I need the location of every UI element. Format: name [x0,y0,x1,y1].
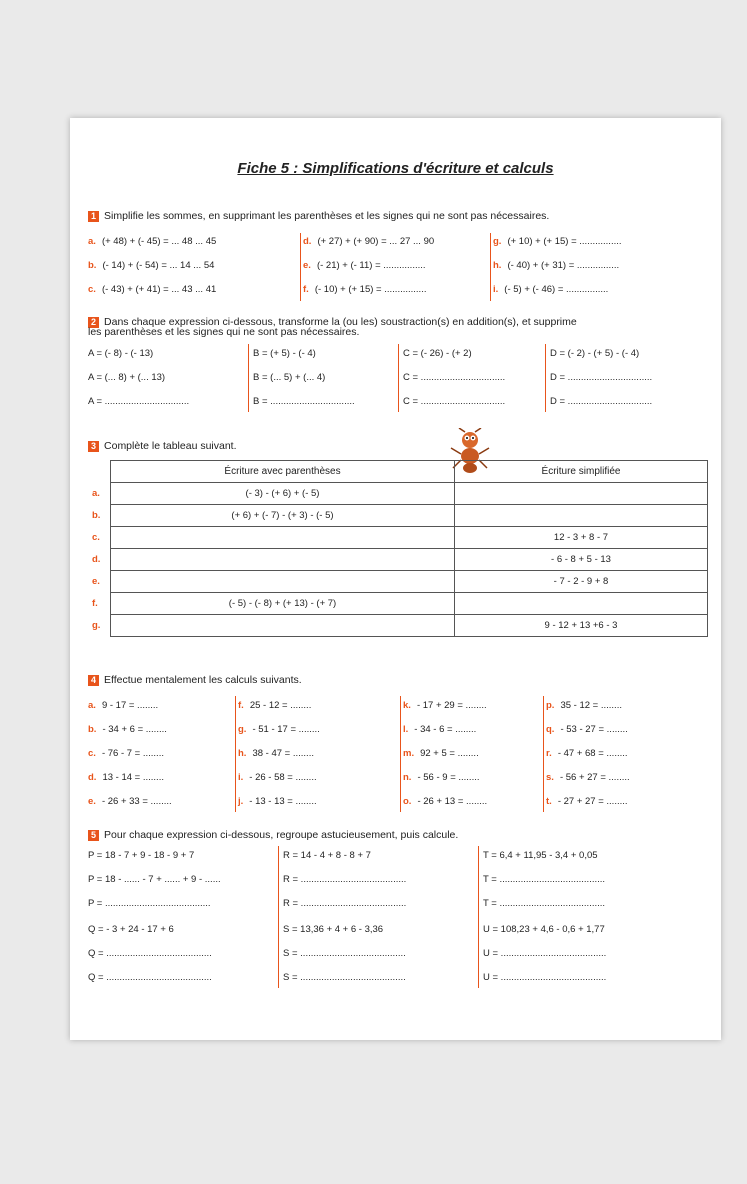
ex5-cell: P = ........................................ [88,898,211,909]
ex4-item [238,724,320,735]
ex3-simplified-cell: 12 - 3 + 8 - 7 [455,527,708,549]
ex4-letter: t. [546,796,552,807]
ex4-expression: - 47 + 68 = ........ [557,748,628,759]
ex5-divider [278,846,279,988]
ex4-item [238,796,317,807]
ex5-instruction: 5 Pour chaque expression ci-dessous, regroupe astucieusement, puis calcule. [88,829,458,841]
ex5-cell: S = ........................................ [283,948,406,959]
ex1-expression: (+ 27) + (+ 90) = ... 27 ... 90 [317,236,435,247]
ex4-item [546,748,628,759]
ex4-letter: o. [403,796,412,807]
ex4-item [546,724,628,735]
ex5-cell: R = ........................................ [283,874,407,885]
ex4-letter: g. [238,724,247,735]
ex2-cell: D = ................................ [550,396,653,407]
ex1-cell [303,260,426,271]
ex5-cell: U = ........................................ [483,948,607,959]
ex1-divider [490,233,491,301]
ex4-divider [235,696,236,812]
ex2-cell: A = ................................ [88,396,190,407]
ex4-expression: - 17 + 29 = ........ [416,700,487,711]
ex4-letter: f. [238,700,244,711]
ex1-expression: (+ 10) + (+ 15) = ................ [507,236,622,247]
ex2-cell: C = ................................ [403,372,506,383]
ex3-parentheses-cell: (+ 6) + (- 7) - (+ 3) - (- 5) [111,505,455,527]
ex4-letter: n. [403,772,412,783]
ex3-row [88,593,708,615]
ex1-expression: (- 14) + (- 54) = ... 14 ... 54 [102,260,215,271]
ex4-item [88,748,164,759]
ex4-instruction: 4 Effectue mentalement les calculs suivants. [88,674,302,686]
ex3-parentheses-cell: (- 3) - (+ 6) + (- 5) [111,483,455,505]
ex4-letter: c. [88,748,96,759]
ex3-simplified-cell: - 7 - 2 - 9 + 8 [455,571,708,593]
ex4-item [403,724,476,735]
ex1-expression: (- 10) + (+ 15) = ................ [314,284,427,295]
ex3-parentheses-cell [111,571,455,593]
ex4-letter: i. [238,772,244,783]
ex1-letter: a. [88,236,96,247]
ex1-letter: b. [88,260,97,271]
ex4-letter: e. [88,796,96,807]
ex4-expression: 92 + 5 = ........ [420,748,479,759]
ex1-letter: c. [88,284,96,295]
ex3-letter: f. [92,598,98,609]
ex5-cell: T = 6,4 + 11,95 - 3,4 + 0,05 [483,850,598,861]
ex2-cell: A = (... 8) + (... 13) [88,372,166,383]
ex3-header-parentheses: Écriture avec parenthèses [111,461,455,483]
ex4-expression: - 26 - 58 = ........ [249,772,317,783]
ex4-expression: 13 - 14 = ........ [102,772,164,783]
ex3-letter: c. [92,532,100,543]
ex3-row [88,549,708,571]
ex4-expression: 35 - 12 = ........ [560,700,622,711]
ex4-item [546,700,622,711]
ex5-cell: R = 14 - 4 + 8 - 8 + 7 [283,850,371,861]
ex4-letter: b. [88,724,97,735]
ex4-item [546,772,630,783]
ex5-cell: P = 18 - ...... - 7 + ...... + 9 - ...... [88,874,221,885]
ex2-instruction-cont: les parenthèses et les signes qui ne sont pas nécessaires. [88,326,360,338]
ex5-cell: U = ........................................ [483,972,607,983]
ex3-parentheses-cell: (- 5) - (- 8) + (+ 13) - (+ 7) [111,593,455,615]
ex3-simplified-cell [455,593,708,615]
ex2-cell: A = (- 8) - (- 13) [88,348,154,359]
ex4-item [546,796,628,807]
ex2-cell: B = (+ 5) - (- 4) [253,348,316,359]
ex1-letter: h. [493,260,502,271]
ex4-letter: a. [88,700,96,711]
ex1-expression: (- 40) + (+ 31) = ................ [507,260,620,271]
ex2-cell: C = ................................ [403,396,506,407]
ex5-cell: Q = ........................................ [88,972,212,983]
ex4-expression: - 51 - 17 = ........ [252,724,320,735]
ex2-divider [545,344,546,412]
ex4-letter: j. [238,796,244,807]
ex4-item [403,796,487,807]
ex3-letter: a. [92,488,100,499]
ex4-item [238,748,314,759]
ex1-expression: (- 43) + (+ 41) = ... 43 ... 41 [101,284,217,295]
ex1-letter: f. [303,284,309,295]
ex2-divider [248,344,249,412]
ex2-cell: B = ................................ [253,396,355,407]
ex3-instruction: 3 Complète le tableau suivant. [88,440,237,452]
ex1-letter: d. [303,236,312,247]
ex5-cell: S = 13,36 + 4 + 6 - 3,36 [283,924,384,935]
ex4-letter: l. [403,724,409,735]
ex3-letter: e. [92,576,100,587]
ex4-expression: - 34 + 6 = ........ [102,724,167,735]
ex2-divider [398,344,399,412]
ex5-cell: R = ........................................ [283,898,407,909]
ex4-item [88,796,172,807]
ex4-letter: q. [546,724,555,735]
ex1-letter: g. [493,236,502,247]
ex3-letter: b. [92,510,101,521]
ex1-divider [300,233,301,301]
ex4-expression: - 26 + 33 = ........ [101,796,172,807]
ex4-letter: s. [546,772,554,783]
ex1-cell [493,236,622,247]
ex3-row [88,571,708,593]
ex3-table [88,460,708,637]
ex3-parentheses-cell [111,615,455,637]
ex1-expression: (- 21) + (- 11) = ................ [316,260,426,271]
ex4-expression: - 76 - 7 = ........ [101,748,164,759]
ex4-expression: 38 - 47 = ........ [252,748,314,759]
ex3-row [88,505,708,527]
ex4-expression: - 34 - 6 = ........ [414,724,477,735]
ex1-expression: (+ 48) + (- 45) = ... 48 ... 45 [101,236,217,247]
ex4-letter: h. [238,748,247,759]
ex4-item [88,772,164,783]
ex4-item [88,724,167,735]
ex3-row [88,527,708,549]
ex1-cell [303,236,434,247]
ex3-simplified-cell [455,505,708,527]
ex4-expression: - 56 + 27 = ........ [559,772,630,783]
ex4-item [403,772,480,783]
ex3-parentheses-cell [111,527,455,549]
ex3-simplified-cell [455,483,708,505]
ex3-parentheses-cell [111,549,455,571]
ex4-item [403,748,479,759]
ex3-header-row [88,461,708,483]
ex4-expression: - 56 - 9 = ........ [417,772,480,783]
ex3-letter: d. [92,554,101,565]
ex5-cell: Q = ........................................ [88,948,212,959]
ex1-cell [493,284,608,295]
ex3-header-simplified: Écriture simplifiée [455,461,708,483]
ex1-instruction: 1 Simplifie les sommes, en supprimant les parenthèses et les signes qui ne sont pas nécessaires. [88,210,549,222]
ex1-letter: e. [303,260,311,271]
ex2-cell: D = (- 2) - (+ 5) - (- 4) [550,348,640,359]
ex2-cell: D = ................................ [550,372,653,383]
ex4-letter: p. [546,700,555,711]
ex5-cell: S = ........................................ [283,972,406,983]
ex3-corner [88,461,111,483]
ex4-item [88,700,158,711]
ex3-simplified-cell: - 6 - 8 + 5 - 13 [455,549,708,571]
ex3-row [88,615,708,637]
ex2-cell: B = (... 5) + (... 4) [253,372,326,383]
ex1-expression: (- 5) + (- 46) = ................ [504,284,609,295]
ex1-cell [88,284,216,295]
ex3-row [88,483,708,505]
ex4-divider [400,696,401,812]
ex4-letter: k. [403,700,411,711]
ex1-cell [493,260,619,271]
ex4-item [403,700,487,711]
ex4-expression: - 27 + 27 = ........ [557,796,628,807]
ex2-instruction: 2 Dans chaque expression ci-dessous, transforme la (ou les) soustraction(s) en addition(s), et supprime [88,316,577,328]
ex4-item [238,772,317,783]
ex4-expression: 25 - 12 = ........ [249,700,312,711]
ex5-cell: T = ........................................ [483,874,606,885]
ex4-expression: - 26 + 13 = ........ [417,796,488,807]
ex4-expression: 9 - 17 = ........ [101,700,159,711]
ex3-simplified-cell: 9 - 12 + 13 +6 - 3 [455,615,708,637]
ex5-divider [478,846,479,988]
ex4-divider [543,696,544,812]
ex4-letter: d. [88,772,97,783]
ex1-cell [88,236,216,247]
ex3-letter: g. [92,620,101,631]
ex4-letter: m. [403,748,415,759]
ex5-cell: Q = - 3 + 24 - 17 + 6 [88,924,174,935]
ex1-cell [88,260,214,271]
page-title: Fiche 5 : Simplifications d'écriture et calculs [237,160,554,177]
ex5-cell: U = 108,23 + 4,6 - 0,6 + 1,77 [483,924,605,935]
ex5-cell: T = ........................................ [483,898,606,909]
ex4-expression: - 53 - 27 = ........ [560,724,628,735]
worksheet-page [70,118,721,1040]
ex5-cell: P = 18 - 7 + 9 - 18 - 9 + 7 [88,850,195,861]
ex4-item [238,700,311,711]
ex2-cell: C = (- 26) - (+ 2) [403,348,472,359]
ex4-letter: r. [546,748,552,759]
ex1-cell [303,284,426,295]
ex4-expression: - 13 - 13 = ........ [249,796,317,807]
ex1-letter: i. [493,284,499,295]
